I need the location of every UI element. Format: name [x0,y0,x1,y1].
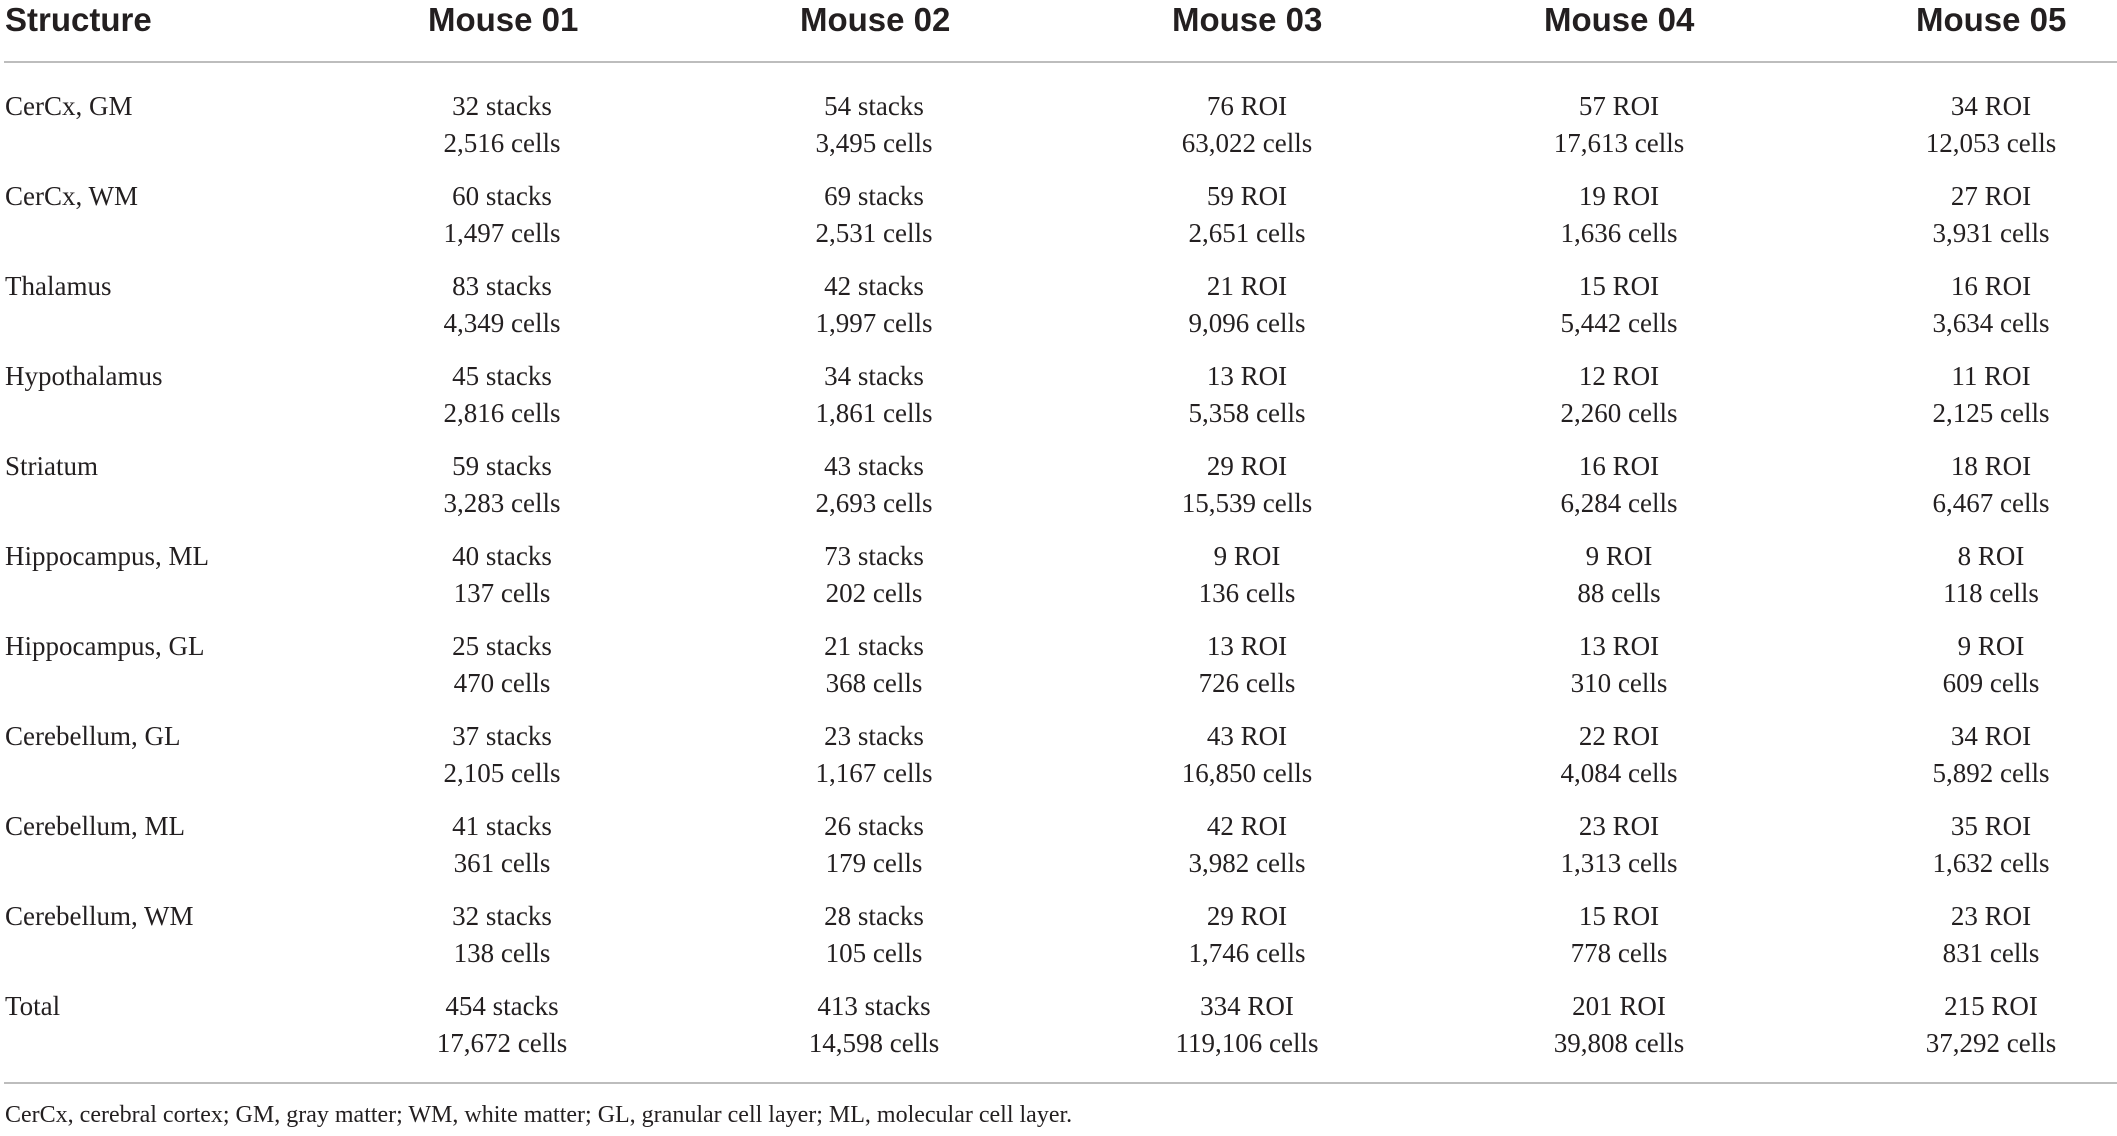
structure-name: Hippocampus, ML [5,541,209,571]
count-value: 69 stacks [824,181,924,211]
count-value: 45 stacks [452,361,552,391]
cells-value: 2,531 cells [815,218,933,248]
structure-name: Thalamus [5,271,112,301]
count-value: 54 stacks [824,91,924,121]
cells-value: 2,816 cells [443,398,561,428]
table-row [0,178,2117,268]
count-value: 15 ROI [1578,901,1660,931]
count-value: 76 ROI [1206,91,1288,121]
cells-value: 37,292 cells [1925,1028,2057,1058]
table-cell [1067,628,1427,702]
table-cell [694,448,1054,522]
table-cell [694,358,1054,432]
cells-value: 2,516 cells [443,128,561,158]
table-cell [694,808,1054,882]
table-cell [1439,358,1799,432]
table-cell [1439,268,1799,342]
header-mouse-05: Mouse 05 [1916,1,2067,38]
count-value: 8 ROI [1957,541,2025,571]
table-cell [1811,358,2117,432]
cells-value: 1,997 cells [815,308,933,338]
cells-value: 16,850 cells [1181,758,1313,788]
table-cell [1067,538,1427,612]
table-cell [322,358,682,432]
table-cell [1439,988,1799,1062]
count-value: 13 ROI [1206,631,1288,661]
table-cell [1811,268,2117,342]
cells-value: 1,632 cells [1932,848,2050,878]
cells-value: 12,053 cells [1925,128,2057,158]
cells-value: 88 cells [1577,578,1661,608]
table-cell [1067,988,1427,1062]
table-cell [1439,88,1799,162]
table-cell [1439,718,1799,792]
count-value: 32 stacks [452,901,552,931]
count-value: 16 ROI [1578,451,1660,481]
count-value: 201 ROI [1572,991,1666,1021]
count-value: 25 stacks [452,631,552,661]
table-row [0,808,2117,898]
total-row [0,988,2117,1078]
table-cell [1067,178,1427,252]
table-cell [322,448,682,522]
structure-name: Hypothalamus [5,361,163,391]
cells-value: 368 cells [825,668,923,698]
table-cell [1811,88,2117,162]
table-row [0,628,2117,718]
cells-value: 1,636 cells [1560,218,1678,248]
table-cell [1811,808,2117,882]
header-mouse-04: Mouse 04 [1544,1,1695,38]
table-row [0,718,2117,808]
cells-value: 2,125 cells [1932,398,2050,428]
cells-value: 17,672 cells [436,1028,568,1058]
table-cell [322,538,682,612]
count-value: 43 ROI [1206,721,1288,751]
count-value: 57 ROI [1578,91,1660,121]
table-cell [322,88,682,162]
header-mouse-03: Mouse 03 [1172,1,1323,38]
count-value: 34 stacks [824,361,924,391]
cells-value: 2,105 cells [443,758,561,788]
count-value: 73 stacks [824,541,924,571]
table-row [0,268,2117,358]
table-cell [694,628,1054,702]
cells-value: 470 cells [453,668,551,698]
cells-value: 1,313 cells [1560,848,1678,878]
cells-value: 609 cells [1942,668,2040,698]
table-cell [694,718,1054,792]
structure-name: Striatum [5,451,98,481]
count-value: 9 ROI [1957,631,2025,661]
header-mouse-02: Mouse 02 [800,1,951,38]
cells-value: 778 cells [1570,938,1668,968]
count-value: 35 ROI [1950,811,2032,841]
table-cell [1811,628,2117,702]
count-value: 21 stacks [824,631,924,661]
count-value: 16 ROI [1950,271,2032,301]
cells-value: 3,634 cells [1932,308,2050,338]
structure-name: Cerebellum, GL [5,721,181,751]
cells-value: 1,497 cells [443,218,561,248]
count-value: 43 stacks [824,451,924,481]
count-value: 11 ROI [1951,361,2031,391]
table-cell [322,628,682,702]
cells-value: 2,260 cells [1560,398,1678,428]
footer-rule [4,1082,2117,1084]
count-value: 42 ROI [1206,811,1288,841]
table-cell [1067,358,1427,432]
count-value: 13 ROI [1578,631,1660,661]
table-cell [694,268,1054,342]
count-value: 12 ROI [1578,361,1660,391]
table-cell [1067,88,1427,162]
cells-value: 119,106 cells [1175,1028,1319,1058]
count-value: 29 ROI [1206,451,1288,481]
count-value: 23 stacks [824,721,924,751]
cells-value: 137 cells [453,578,551,608]
cells-value: 2,693 cells [815,488,933,518]
table-cell [694,178,1054,252]
table-cell [1439,808,1799,882]
cells-value: 1,167 cells [815,758,933,788]
table-cell [1067,808,1427,882]
cells-value: 63,022 cells [1181,128,1313,158]
table-cell [1811,538,2117,612]
count-value: 23 ROI [1950,901,2032,931]
cells-value: 4,349 cells [443,308,561,338]
structure-name: Cerebellum, WM [5,901,194,931]
structure-name: Cerebellum, ML [5,811,185,841]
table-cell [694,538,1054,612]
cells-value: 361 cells [453,848,551,878]
count-value: 34 ROI [1950,721,2032,751]
table-cell [322,898,682,972]
cells-value: 5,442 cells [1560,308,1678,338]
cells-value: 3,982 cells [1188,848,1306,878]
cells-value: 118 cells [1943,578,2039,608]
table-cell [322,268,682,342]
table-cell [694,88,1054,162]
cells-value: 39,808 cells [1553,1028,1685,1058]
count-value: 21 ROI [1206,271,1288,301]
header-mouse-01: Mouse 01 [428,1,579,38]
count-value: 32 stacks [452,91,552,121]
cells-value: 831 cells [1942,938,2040,968]
count-value: 28 stacks [824,901,924,931]
cells-value: 3,931 cells [1932,218,2050,248]
table-cell [1067,268,1427,342]
cells-value: 5,358 cells [1188,398,1306,428]
header-structure: Structure [5,1,152,38]
table-cell [1439,448,1799,522]
cells-value: 138 cells [453,938,551,968]
table-cell [694,898,1054,972]
table-cell [322,718,682,792]
count-value: 83 stacks [452,271,552,301]
count-value: 59 ROI [1206,181,1288,211]
table-cell [1439,898,1799,972]
table-cell [1067,898,1427,972]
table-cell [322,988,682,1062]
table-cell [1439,628,1799,702]
cells-value: 17,613 cells [1553,128,1685,158]
table-row [0,88,2117,178]
count-value: 9 ROI [1585,541,1653,571]
table-cell [1067,718,1427,792]
cells-value: 6,284 cells [1560,488,1678,518]
cells-value: 15,539 cells [1181,488,1313,518]
count-value: 23 ROI [1578,811,1660,841]
count-value: 334 ROI [1200,991,1294,1021]
table-cell [322,808,682,882]
table-cell [1811,718,2117,792]
count-value: 60 stacks [452,181,552,211]
table-cell [1811,178,2117,252]
count-value: 42 stacks [824,271,924,301]
cells-value: 179 cells [825,848,923,878]
structure-name: CerCx, WM [5,181,138,211]
cells-value: 1,746 cells [1188,938,1306,968]
header-rule [4,61,2117,63]
count-value: 34 ROI [1950,91,2032,121]
cells-value: 5,892 cells [1932,758,2050,788]
count-value: 59 stacks [452,451,552,481]
count-value: 9 ROI [1213,541,1281,571]
structure-name: Total [5,991,61,1021]
cells-value: 6,467 cells [1932,488,2050,518]
cells-value: 9,096 cells [1188,308,1306,338]
cells-value: 310 cells [1570,668,1668,698]
count-value: 15 ROI [1578,271,1660,301]
cells-value: 4,084 cells [1560,758,1678,788]
count-value: 26 stacks [824,811,924,841]
count-value: 29 ROI [1206,901,1288,931]
structure-name: CerCx, GM [5,91,133,121]
structure-name: Hippocampus, GL [5,631,205,661]
cells-value: 105 cells [825,938,923,968]
count-value: 41 stacks [452,811,552,841]
cells-value: 14,598 cells [808,1028,940,1058]
count-value: 27 ROI [1950,181,2032,211]
table-cell [1811,988,2117,1062]
cells-value: 202 cells [825,578,923,608]
table-row [0,538,2117,628]
table-row [0,898,2117,988]
count-value: 40 stacks [452,541,552,571]
cells-value: 2,651 cells [1188,218,1306,248]
count-value: 22 ROI [1578,721,1660,751]
count-value: 13 ROI [1206,361,1288,391]
count-value: 19 ROI [1578,181,1660,211]
cells-value: 726 cells [1198,668,1296,698]
table-cell [1439,538,1799,612]
table-footnote: CerCx, cerebral cortex; GM, gray matter; WM, white matter; GL, granular cell layer; ML, molecular cell layer. [5,1102,1073,1128]
table-cell [1811,898,2117,972]
table-cell [1439,178,1799,252]
cells-value: 3,283 cells [443,488,561,518]
count-value: 18 ROI [1950,451,2032,481]
table-cell [1811,448,2117,522]
cells-value: 136 cells [1198,578,1296,608]
count-value: 37 stacks [452,721,552,751]
count-value: 454 stacks [445,991,559,1021]
table-cell [322,178,682,252]
cells-value: 3,495 cells [815,128,933,158]
count-value: 413 stacks [817,991,931,1021]
count-value: 215 ROI [1944,991,2038,1021]
table-row [0,448,2117,538]
table-row [0,358,2117,448]
cells-value: 1,861 cells [815,398,933,428]
table-cell [694,988,1054,1062]
table-cell [1067,448,1427,522]
